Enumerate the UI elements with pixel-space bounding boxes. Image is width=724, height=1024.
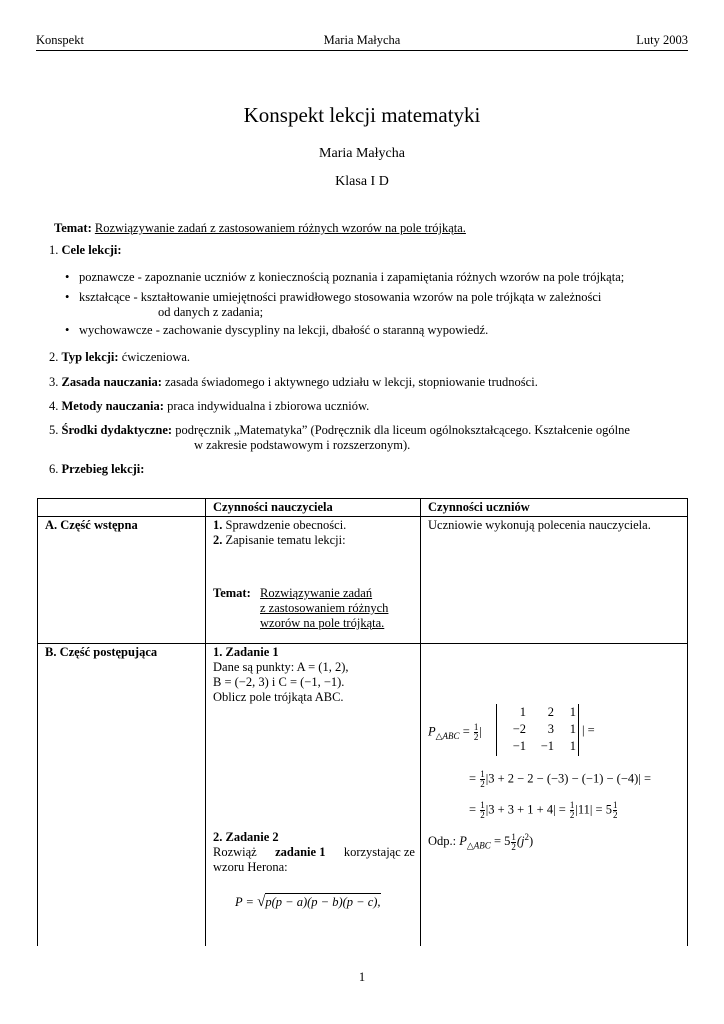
section-number: 4. [49, 399, 59, 413]
section-text: podręcznik „Matematyka” (Podręcznik dla liceum ogólnokształcącego. Kształcenie ogólne [175, 423, 630, 437]
calc-line-1: = $\frac{1}{2}$ |3 + 2 − 2 − (−3) − (−1) − (−4)| = [469, 769, 651, 789]
task-line: wzoru Herona: [213, 860, 288, 874]
topic-line: Rozwiązywanie zadań [260, 586, 373, 600]
topic-label: Temat: [213, 586, 251, 600]
topic [54, 221, 466, 236]
step-text: Sprawdzenie obecności. [225, 518, 347, 532]
heron-formula [235, 895, 415, 910]
frac-num: 1 [569, 800, 575, 810]
students-b [421, 644, 688, 947]
goal-text: wychowawcze - zachowanie dyscypliny na lekcji, dbałość o staranną wypowiedź. [79, 323, 489, 337]
answer-unit: (j [516, 834, 525, 849]
section-1 [49, 243, 122, 258]
task-word: zadanie 1 [275, 845, 326, 859]
header-center: Maria Małycha [323, 33, 401, 47]
sqrt-icon: √ [257, 894, 266, 910]
frac-den: 2 [480, 810, 485, 820]
p-label: P [459, 834, 467, 849]
page-title: Konspekt lekcji matematyki [243, 103, 481, 127]
answer-exponent: 2 [524, 832, 530, 842]
page-number: 1 [358, 970, 366, 984]
frac-num: 1 [612, 800, 618, 810]
header-rule [36, 50, 688, 51]
section-4 [49, 399, 369, 414]
matrix-cell: −1 [512, 739, 526, 753]
p-subscript: △ABC [435, 730, 460, 741]
header-right: Luty 2003 [636, 33, 688, 47]
table-header-cell [38, 499, 206, 517]
section-2 [49, 350, 190, 365]
frac-num: 1 [480, 800, 485, 810]
p-label: P [428, 724, 436, 739]
part-a: A. Część wstępna [38, 517, 206, 644]
matrix-cell: 1 [569, 722, 576, 736]
table-topic [213, 586, 389, 630]
matrix-cell: −2 [512, 722, 526, 736]
section-text: praca indywidualna i zbiorowa uczniów. [167, 399, 370, 413]
section-5 [49, 423, 689, 438]
task-line: Oblicz pole trójkąta ABC. [213, 690, 344, 704]
fraction [480, 770, 485, 789]
table-header-teacher: Czynności nauczyciela [206, 499, 421, 517]
task-title: 1. Zadanie 1 [213, 645, 279, 659]
section-number: 6. [49, 462, 59, 476]
list-item [65, 270, 679, 285]
task-line: B = (−2, 3) i C = (−1, −1). [213, 675, 345, 689]
step-text: Zapisanie tematu lekcji: [225, 533, 346, 547]
table-header-students: Czynności uczniów [421, 499, 688, 517]
author: Maria Małycha [319, 146, 405, 161]
section-number: 2. [49, 350, 59, 364]
frac-den: 2 [612, 810, 618, 820]
section-text: zasada świadomego i aktywnego udziału w lekcji, stopniowanie trudności. [165, 375, 538, 389]
calc-text: |3 + 2 − 2 − (−3) − (−1) − (−4)| = [485, 771, 651, 786]
matrix-cell: 2 [547, 705, 554, 719]
section-label: Typ lekcji: [61, 350, 119, 364]
calc-text: |3 + 3 + 1 + 4| = [485, 802, 566, 817]
table-row [38, 517, 688, 644]
step-number: 2. [213, 533, 223, 547]
matrix-cell: 3 [547, 722, 554, 736]
topic-label: Temat: [54, 221, 92, 235]
frac-den: 2 [480, 779, 485, 789]
section-5-cont: w zakresie podstawowym i rozszerzonym). [194, 438, 411, 452]
section-label: Środki dydaktyczne: [61, 423, 173, 437]
answer-value: 5 [504, 834, 511, 849]
section-number: 3. [49, 375, 59, 389]
section-3 [49, 375, 538, 390]
bullet-icon: • [65, 323, 70, 337]
determinant-formula: $P_{\triangle ABC}$ = $\frac{1}{2}$ | 1 2 1 −2 3 1 −1 −1 1 | = [428, 704, 608, 756]
bullet-icon: • [65, 270, 70, 284]
part-b: B. Część postępująca [38, 644, 206, 947]
section-label: Zasada nauczania: [61, 375, 162, 389]
frac-den: 2 [473, 732, 479, 742]
det-bar-left [496, 704, 497, 756]
task-line: Dane są punkty: A = (1, 2), [213, 660, 349, 674]
students-a: Uczniowie wykonują polecenia nauczyciela. [421, 517, 688, 644]
calc-text: |11| = 5 [575, 802, 612, 817]
section-label: Przebieg lekcji: [61, 462, 145, 476]
formula-lhs: P = [235, 895, 254, 909]
teacher-a [206, 517, 421, 644]
section-number: 5. [49, 423, 59, 437]
frac-den: 2 [511, 841, 516, 852]
goal-text: poznawcze - zapoznanie uczniów z koniecznością poznania i zapamiętania różnych wzorów na pole trójkąta; [79, 270, 625, 284]
calc-line-2: = $\frac{1}{2}$ |3 + 3 + 1 + 4| = $\frac{1}{2}$ |11| = 5 $\frac{1}{2}$ [469, 800, 618, 820]
lesson-table [37, 498, 688, 946]
matrix-cell: −1 [540, 739, 554, 753]
task-line [213, 845, 415, 860]
fraction [511, 833, 516, 852]
step-number: 1. [213, 518, 223, 532]
det-close: | = [582, 723, 595, 737]
task-title: 2. Zadanie 2 [213, 830, 279, 844]
class-label: Klasa I D [335, 174, 389, 189]
matrix-cell: 1 [569, 705, 576, 719]
fraction [613, 801, 618, 820]
matrix-cell: 1 [569, 739, 576, 753]
task-word: Rozwiąż [213, 845, 257, 859]
topic-line: z zastosowaniem różnych [260, 601, 389, 615]
topic-text: Rozwiązywanie zadań z zastosowaniem różnych wzorów na pole trójkąta. [94, 221, 466, 235]
list-item [65, 290, 679, 320]
section-text: ćwiczeniowa. [121, 350, 191, 364]
formula-radicand: p(p − a)(p − b)(p − c), [265, 895, 381, 909]
fraction [570, 801, 575, 820]
list-item [65, 323, 679, 338]
bullet-icon: • [65, 290, 70, 304]
frac-num: 1 [511, 831, 516, 842]
table-row [38, 644, 688, 947]
answer-line: Odp.: $P_{\triangle ABC} = 5$ $\frac{1}{2}$ $(j^2)$ [428, 831, 534, 852]
goal-text-cont: od danych z zadania; [158, 305, 264, 319]
task-word: korzystając ze [343, 845, 415, 859]
teacher-b [206, 644, 421, 947]
section-number: 1. [49, 243, 59, 257]
section-6 [49, 462, 144, 477]
fraction [474, 723, 479, 742]
goal-text: kształcące - kształtowanie umiejętności prawidłowego stosowania wzorów na pole trójkąta w zależności [79, 290, 602, 304]
frac-num: 1 [480, 769, 485, 779]
det-bar-right [578, 704, 579, 756]
section-label: Cele lekcji: [61, 243, 122, 257]
frac-num: 1 [473, 722, 479, 732]
topic-line: wzorów na pole trójkąta. [260, 616, 385, 630]
table-header-row [38, 499, 688, 517]
fraction [480, 801, 485, 820]
matrix-cell: 1 [519, 705, 526, 719]
matrix [500, 704, 578, 755]
header-left: Konspekt [36, 33, 84, 47]
frac-den: 2 [569, 810, 575, 820]
p-subscript: △ABC [466, 840, 491, 851]
section-label: Metody nauczania: [61, 399, 164, 413]
answer-label: Odp.: [428, 834, 457, 849]
